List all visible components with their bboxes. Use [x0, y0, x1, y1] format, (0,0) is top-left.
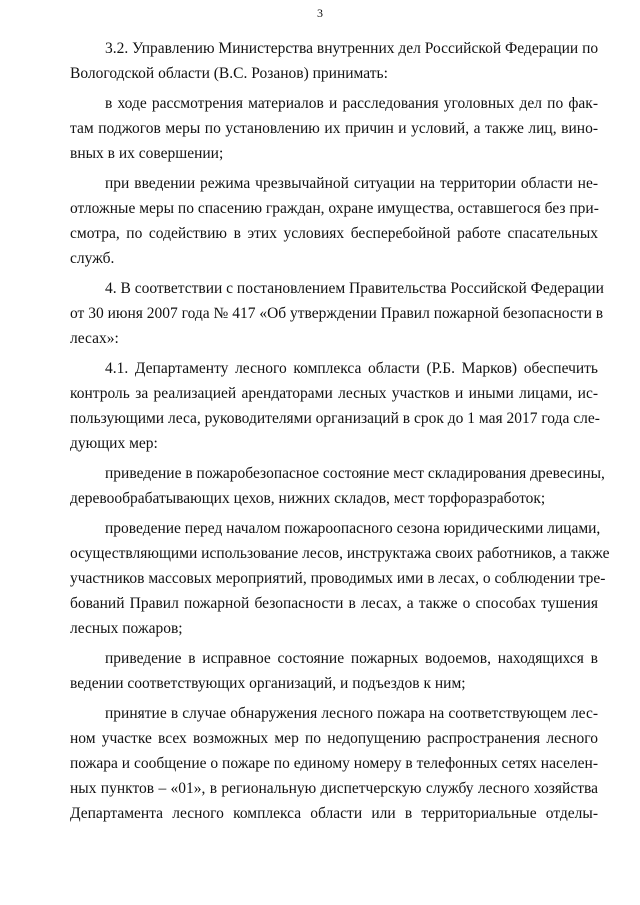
text-line: служб.	[70, 250, 115, 267]
text-line: вных в их совершении;	[70, 145, 224, 162]
text-line: приведение в пожаробезопасное состояние мест складирования древесины,	[105, 465, 605, 482]
text-line: деревообрабатывающих цехов, нижних складов, мест торфоразработок;	[70, 490, 546, 507]
text-line: отложные меры по спасению граждан, охране имущества, оставшегося без при-	[70, 200, 599, 217]
text-line: лесных пожаров;	[70, 620, 183, 637]
text-line: проведение перед началом пожароопасного сезона юридическими лицами,	[105, 520, 601, 537]
paragraph	[70, 461, 605, 511]
text-line: в ходе рассмотрения материалов и расследования уголовных дел по фак-	[105, 95, 598, 112]
text-line: ном участке всех возможных мер по недопущению распространения лесного	[70, 730, 598, 747]
text-line: приведение в исправное состояние пожарных водоемов, находящихся в	[105, 650, 598, 667]
text-line: пожара и сообщение о пожаре по единому номеру в телефонных сетях населен-	[70, 755, 598, 772]
document-body	[70, 36, 610, 831]
text-line: Департамента лесного комплекса области или в территориальные отделы-	[70, 805, 598, 822]
text-line: от 30 июня 2007 года № 417 «Об утверждении Правил пожарной безопасности в	[70, 305, 604, 322]
text-line: при введении режима чрезвычайной ситуации на территории области не-	[105, 175, 598, 192]
paragraph	[70, 701, 598, 826]
paragraph	[70, 171, 598, 271]
page-number: 3	[317, 6, 323, 20]
text-line: лесах»:	[70, 330, 119, 347]
text-line: ведении соответствующих организаций, и подъездов к ним;	[70, 675, 466, 692]
text-line: бований Правил пожарной безопасности в лесах, а также о способах тушения	[70, 595, 598, 612]
text-line: 3.2. Управлению Министерства внутренних дел Российской Федерации по	[105, 40, 599, 57]
text-line: участников массовых мероприятий, проводимых ими в лесах, о соблюдении тре-	[70, 570, 606, 587]
text-line: дующих мер:	[70, 435, 158, 452]
text-line: принятие в случае обнаружения лесного пожара на соответствующем лес-	[105, 705, 598, 722]
paragraph	[70, 36, 598, 86]
text-line: 4. В соответствии с постановлением Правительства Российской Федерации	[105, 280, 604, 297]
text-line: 4.1. Департаменту лесного комплекса области (Р.Б. Марков) обеспечить	[105, 360, 598, 377]
text-line: контроль за реализацией арендаторами лесных участков и иными лицами, ис-	[70, 385, 598, 402]
paragraph	[70, 356, 598, 456]
text-line: Вологодской области (В.С. Розанов) принимать:	[70, 65, 388, 82]
paragraph	[70, 276, 604, 351]
text-line: смотра, по содействию в этих условиях бесперебойной работе спасательных	[70, 225, 598, 242]
paragraph	[70, 91, 598, 166]
paragraph	[70, 516, 610, 641]
text-line: пользующими леса, руководителями организаций в срок до 1 мая 2017 года сле-	[70, 410, 600, 427]
text-line: осуществляющими использование лесов, инструктажа своих работников, а также	[70, 545, 610, 562]
text-line: там поджогов меры по установлению их причин и условий, а также лиц, вино-	[70, 120, 598, 137]
text-line: ных пунктов – «01», в региональную диспетчерскую службу лесного хозяйства	[70, 780, 598, 797]
paragraph	[70, 646, 598, 696]
